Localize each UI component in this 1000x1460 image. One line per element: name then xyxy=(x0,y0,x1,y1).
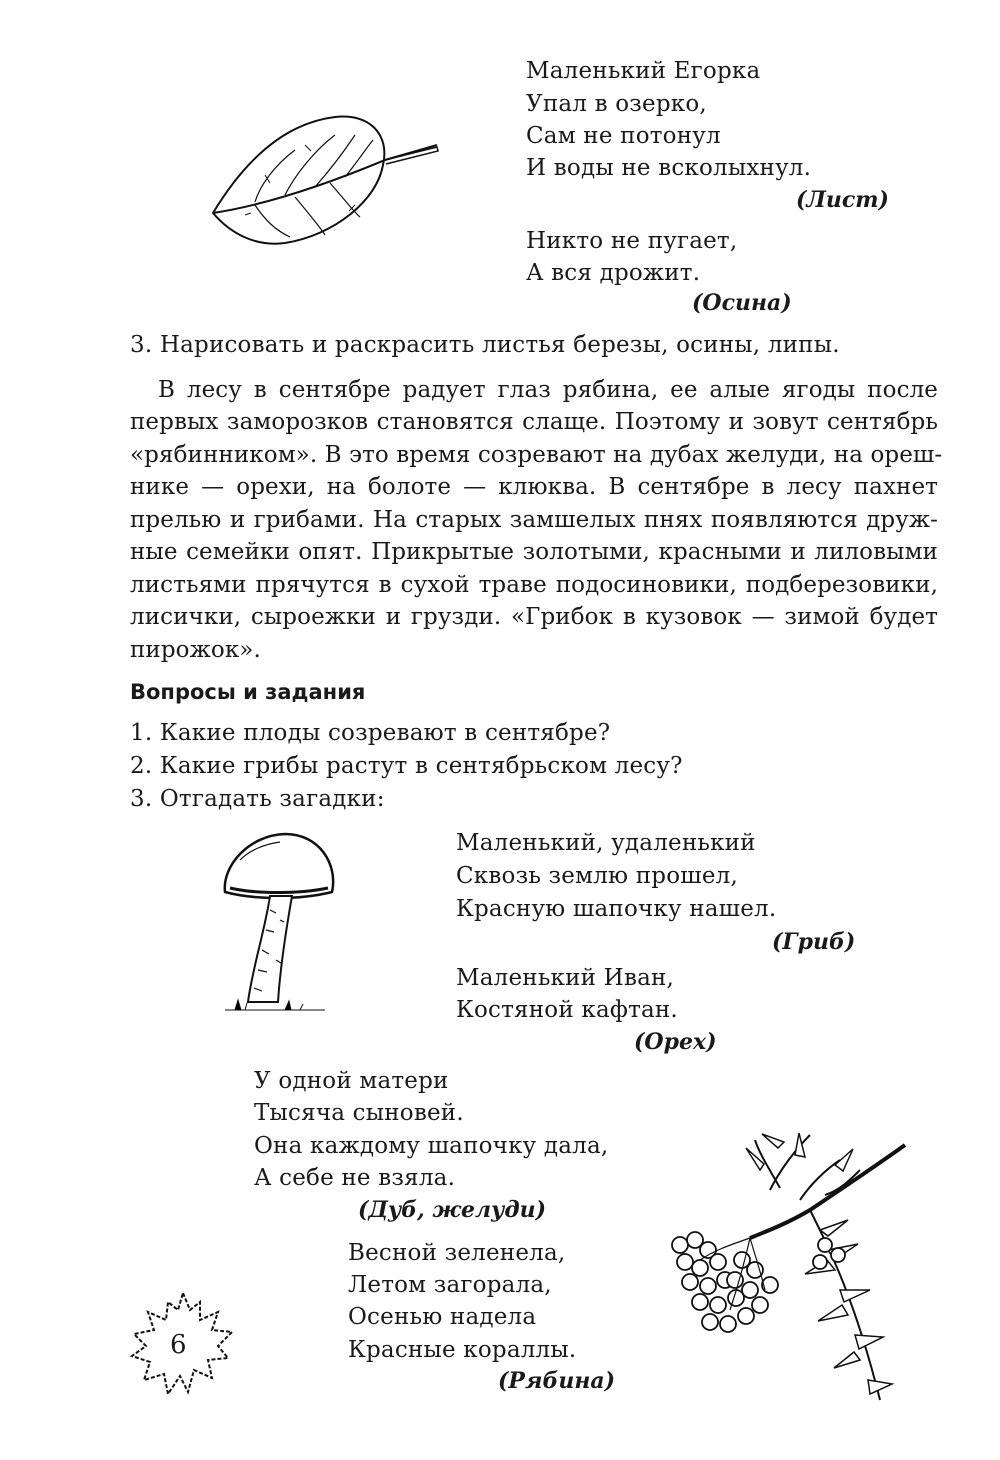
question-item: 1. Какие плоды созревают в сентябре? xyxy=(130,720,611,746)
riddle-leaf-line: Маленький Егорка xyxy=(526,58,761,84)
riddle-nut-answer: (Орех) xyxy=(634,1029,717,1055)
riddle-rowan-answer: (Рябина) xyxy=(498,1368,616,1394)
riddle-rowan-line: Красные кораллы. xyxy=(348,1337,577,1363)
riddle-nut-line: Костяной кафтан. xyxy=(456,997,678,1023)
riddle-aspen-line: Никто не пугает, xyxy=(526,228,738,254)
riddle-leaf-answer: (Лист) xyxy=(796,187,889,213)
paragraph-line: В лесу в сентябре радует глаз рябина, ее алые ягоды после xyxy=(158,377,938,403)
question-item: 3. Отгадать загадки: xyxy=(130,786,385,812)
paragraph-line: нике — орехи, на болоте — клюква. В сентябре в лесу пахнет xyxy=(130,474,938,500)
riddle-mushroom-line: Маленький, удаленький xyxy=(456,830,756,856)
aspen-leaf-illustration xyxy=(205,105,445,250)
page-number: 6 xyxy=(170,1330,187,1360)
paragraph-line: прелью и грибами. На старых замшелых пнях появляются друж- xyxy=(130,507,938,533)
questions-heading: Вопросы и задания xyxy=(130,680,366,704)
riddle-mushroom-line: Красную шапочку нашел. xyxy=(456,896,777,922)
task-draw-leaves: 3. Нарисовать и раскрасить листья березы, осины, липы. xyxy=(130,332,840,358)
riddle-leaf-line: Сам не потонул xyxy=(526,123,721,149)
paragraph-line: «рябинником». В это время созревают на дубах желуди, на ореш- xyxy=(130,442,943,468)
riddle-rowan-line: Осенью надела xyxy=(348,1304,537,1330)
question-item: 2. Какие грибы растут в сентябрьском лесу? xyxy=(130,753,683,779)
riddle-nut-line: Маленький Иван, xyxy=(456,965,675,991)
riddle-oak-line: Она каждому шапочку дала, xyxy=(254,1133,609,1159)
paragraph-line: ные семейки опят. Прикрытые золотыми, красными и лиловыми xyxy=(130,539,938,565)
mushroom-illustration xyxy=(220,830,330,1020)
riddle-rowan-line: Летом загорала, xyxy=(348,1272,552,1298)
riddle-leaf-line: Упал в озерко, xyxy=(526,91,707,117)
riddle-leaf-line: И воды не всколыхнул. xyxy=(526,155,812,181)
paragraph-line: пирожок». xyxy=(130,637,261,663)
rowan-branch-illustration xyxy=(660,1130,920,1430)
riddle-mushroom-answer: (Гриб) xyxy=(772,929,856,955)
riddle-rowan-line: Весной зеленела, xyxy=(348,1240,566,1266)
paragraph-line: листьями прячутся в сухой траве подосиновики, подберезовики, xyxy=(130,572,938,598)
riddle-mushroom-line: Сквозь землю прошел, xyxy=(456,863,738,889)
paragraph-line: первых заморозков становятся слаще. Поэтому и зовут сентябрь xyxy=(130,409,938,435)
riddle-oak-line: А себе не взяла. xyxy=(254,1165,456,1191)
riddle-oak-answer: (Дуб, желуди) xyxy=(358,1197,547,1223)
riddle-oak-line: Тысяча сыновей. xyxy=(254,1100,464,1126)
riddle-oak-line: У одной матери xyxy=(254,1068,449,1094)
riddle-aspen-line: А вся дрожит. xyxy=(526,260,701,286)
riddle-aspen-answer: (Осина) xyxy=(692,290,792,316)
paragraph-line: лисички, сыроежки и грузди. «Грибок в кузовок — зимой будет xyxy=(130,604,938,630)
